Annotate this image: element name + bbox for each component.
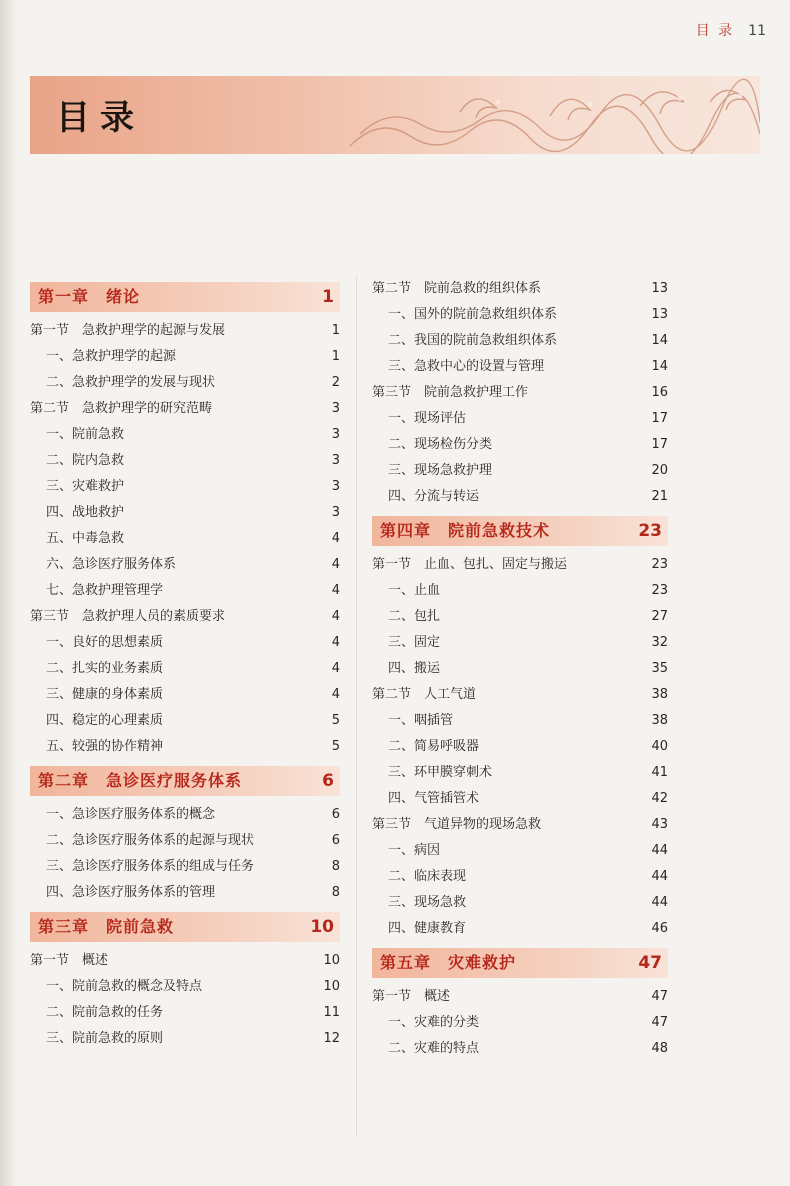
entry-page-number: 17 xyxy=(651,437,668,452)
toc-section-entry xyxy=(30,318,340,344)
entry-page-number: 16 xyxy=(651,385,668,400)
entry-page-number: 23 xyxy=(651,557,668,572)
entry-page-number: 41 xyxy=(651,765,668,780)
entry-title: 三、环甲膜穿刺术 xyxy=(388,765,493,780)
entry-page-number: 47 xyxy=(651,989,668,1004)
entry-page-number: 44 xyxy=(651,895,668,910)
entry-page-number: 42 xyxy=(651,791,668,806)
entry-page-number: 3 xyxy=(331,505,340,520)
entry-page-number: 8 xyxy=(331,885,340,900)
entry-page-number: 23 xyxy=(651,583,668,598)
entry-page-number: 4 xyxy=(331,583,340,598)
entry-title: 七、急救护理管理学 xyxy=(46,583,164,598)
toc-title: 目录 xyxy=(56,98,144,138)
entry-page-number: 48 xyxy=(651,1041,668,1056)
entry-page-number: 4 xyxy=(331,661,340,676)
entry-page-number: 4 xyxy=(331,557,340,572)
toc-item-entry xyxy=(30,682,340,708)
toc-item-entry xyxy=(30,344,340,370)
entry-title: 五、中毒急救 xyxy=(46,531,125,546)
toc-chapter-heading xyxy=(30,766,340,796)
toc-banner xyxy=(30,76,760,154)
entry-page-number: 4 xyxy=(331,635,340,650)
toc-section-entry xyxy=(30,948,340,974)
toc-item-entry xyxy=(30,578,340,604)
toc-item-entry xyxy=(30,552,340,578)
toc-item-entry xyxy=(372,786,668,812)
toc-section-entry xyxy=(372,276,668,302)
chapter-page-number: 6 xyxy=(322,771,334,791)
entry-title: 二、现场检伤分类 xyxy=(388,437,493,452)
toc-chapter-heading xyxy=(372,516,668,546)
entry-title: 第二节 院前急救的组织体系 xyxy=(372,281,542,296)
toc-item-entry xyxy=(30,708,340,734)
chapter-page-number: 23 xyxy=(638,521,662,541)
toc-item-entry xyxy=(372,838,668,864)
chapter-page-number: 10 xyxy=(310,917,334,937)
toc-item-entry xyxy=(30,370,340,396)
page-number: 11 xyxy=(748,23,766,39)
toc-item-entry xyxy=(372,1036,668,1062)
column-divider xyxy=(356,276,357,1136)
toc-item-entry xyxy=(372,578,668,604)
entry-page-number: 21 xyxy=(651,489,668,504)
entry-page-number: 6 xyxy=(331,807,340,822)
entry-title: 五、较强的协作精神 xyxy=(46,739,164,754)
toc-item-entry xyxy=(30,974,340,1000)
toc-item-entry xyxy=(30,656,340,682)
entry-title: 一、急诊医疗服务体系的概念 xyxy=(46,807,216,822)
entry-title: 四、战地救护 xyxy=(46,505,125,520)
entry-title: 二、急救护理学的发展与现状 xyxy=(46,375,216,390)
toc-section-entry xyxy=(30,604,340,630)
chapter-title: 第一章 绪论 xyxy=(38,287,141,306)
entry-title: 三、现场急救护理 xyxy=(388,463,493,478)
toc-item-entry xyxy=(372,1010,668,1036)
toc-item-entry xyxy=(30,802,340,828)
toc-item-entry xyxy=(372,630,668,656)
toc-section-entry xyxy=(372,682,668,708)
toc-section-entry xyxy=(30,396,340,422)
entry-title: 一、良好的思想素质 xyxy=(46,635,164,650)
toc-item-entry xyxy=(372,890,668,916)
entry-page-number: 13 xyxy=(651,307,668,322)
toc-item-entry xyxy=(372,406,668,432)
chapter-title: 第五章 灾难救护 xyxy=(380,953,517,972)
toc-item-entry xyxy=(372,916,668,942)
entry-title: 三、固定 xyxy=(388,635,441,650)
entry-page-number: 44 xyxy=(651,869,668,884)
entry-title: 二、包扎 xyxy=(388,609,441,624)
toc-item-entry xyxy=(372,864,668,890)
chapter-title: 第三章 院前急救 xyxy=(38,917,175,936)
entry-title: 三、急诊医疗服务体系的组成与任务 xyxy=(46,859,255,874)
entry-title: 四、搬运 xyxy=(388,661,441,676)
entry-page-number: 10 xyxy=(323,953,340,968)
entry-title: 三、现场急救 xyxy=(388,895,467,910)
entry-page-number: 5 xyxy=(331,739,340,754)
entry-title: 二、我国的院前急救组织体系 xyxy=(388,333,558,348)
entry-title: 三、院前急救的原则 xyxy=(46,1031,164,1046)
entry-page-number: 13 xyxy=(651,281,668,296)
entry-page-number: 10 xyxy=(323,979,340,994)
entry-title: 一、灾难的分类 xyxy=(388,1015,480,1030)
entry-title: 第一节 概述 xyxy=(30,953,109,968)
entry-title: 二、急诊医疗服务体系的起源与现状 xyxy=(46,833,255,848)
entry-title: 二、扎实的业务素质 xyxy=(46,661,164,676)
entry-page-number: 47 xyxy=(651,1015,668,1030)
entry-title: 一、急救护理学的起源 xyxy=(46,349,177,364)
entry-title: 四、急诊医疗服务体系的管理 xyxy=(46,885,216,900)
entry-title: 二、灾难的特点 xyxy=(388,1041,480,1056)
entry-title: 第二节 人工气道 xyxy=(372,687,477,702)
entry-page-number: 2 xyxy=(331,375,340,390)
toc-item-entry xyxy=(372,484,668,510)
wave-decoration-icon xyxy=(340,76,760,154)
entry-title: 三、急救中心的设置与管理 xyxy=(388,359,545,374)
entry-page-number: 4 xyxy=(331,687,340,702)
toc-chapter-heading xyxy=(372,948,668,978)
entry-title: 一、病因 xyxy=(388,843,441,858)
entry-page-number: 5 xyxy=(331,713,340,728)
entry-title: 三、灾难救护 xyxy=(46,479,125,494)
chapter-title: 第四章 院前急救技术 xyxy=(380,521,551,540)
entry-page-number: 3 xyxy=(331,427,340,442)
toc-chapter-heading xyxy=(30,282,340,312)
toc-item-entry xyxy=(30,474,340,500)
entry-page-number: 40 xyxy=(651,739,668,754)
chapter-page-number: 47 xyxy=(638,953,662,973)
toc-item-entry xyxy=(372,302,668,328)
toc-section-entry xyxy=(372,380,668,406)
entry-page-number: 8 xyxy=(331,859,340,874)
entry-title: 四、分流与转运 xyxy=(388,489,480,504)
entry-title: 二、院前急救的任务 xyxy=(46,1005,164,1020)
entry-title: 二、院内急救 xyxy=(46,453,125,468)
toc-item-entry xyxy=(372,458,668,484)
entry-page-number: 11 xyxy=(323,1005,340,1020)
entry-page-number: 14 xyxy=(651,359,668,374)
entry-page-number: 27 xyxy=(651,609,668,624)
toc-item-entry xyxy=(30,448,340,474)
entry-page-number: 20 xyxy=(651,463,668,478)
toc-item-entry xyxy=(372,734,668,760)
toc-item-entry xyxy=(30,1000,340,1026)
entry-title: 第三节 院前急救护理工作 xyxy=(372,385,529,400)
toc-item-entry xyxy=(372,760,668,786)
entry-page-number: 38 xyxy=(651,713,668,728)
toc-item-entry xyxy=(372,354,668,380)
toc-item-entry xyxy=(30,880,340,906)
entry-page-number: 12 xyxy=(323,1031,340,1046)
toc-section-entry xyxy=(372,552,668,578)
entry-title: 二、临床表现 xyxy=(388,869,467,884)
toc-item-entry xyxy=(372,432,668,458)
entry-page-number: 35 xyxy=(651,661,668,676)
toc-left-column xyxy=(30,276,340,1052)
entry-page-number: 32 xyxy=(651,635,668,650)
entry-title: 四、气管插管术 xyxy=(388,791,480,806)
entry-page-number: 44 xyxy=(651,843,668,858)
toc-item-entry xyxy=(30,1026,340,1052)
entry-title: 一、院前急救的概念及特点 xyxy=(46,979,203,994)
entry-title: 四、稳定的心理素质 xyxy=(46,713,164,728)
entry-title: 一、国外的院前急救组织体系 xyxy=(388,307,558,322)
toc-chapter-heading xyxy=(30,912,340,942)
toc-item-entry xyxy=(372,656,668,682)
running-header xyxy=(696,20,766,40)
toc-item-entry xyxy=(372,604,668,630)
entry-page-number: 4 xyxy=(331,531,340,546)
entry-page-number: 1 xyxy=(331,349,340,364)
entry-title: 第一节 急救护理学的起源与发展 xyxy=(30,323,226,338)
entry-page-number: 17 xyxy=(651,411,668,426)
entry-page-number: 4 xyxy=(331,609,340,624)
entry-title: 一、咽插管 xyxy=(388,713,454,728)
entry-title: 第二节 急救护理学的研究范畴 xyxy=(30,401,213,416)
entry-title: 第三节 气道异物的现场急救 xyxy=(372,817,542,832)
entry-title: 一、现场评估 xyxy=(388,411,467,426)
running-header-title: 目 录 xyxy=(695,23,735,39)
entry-title: 第一节 概述 xyxy=(372,989,451,1004)
entry-title: 一、止血 xyxy=(388,583,441,598)
entry-page-number: 6 xyxy=(331,833,340,848)
toc-item-entry xyxy=(372,328,668,354)
entry-page-number: 1 xyxy=(331,323,340,338)
entry-page-number: 43 xyxy=(651,817,668,832)
toc-item-entry xyxy=(372,708,668,734)
entry-title: 三、健康的身体素质 xyxy=(46,687,164,702)
entry-page-number: 14 xyxy=(651,333,668,348)
entry-title: 第一节 止血、包扎、固定与搬运 xyxy=(372,557,568,572)
entry-page-number: 38 xyxy=(651,687,668,702)
chapter-page-number: 1 xyxy=(322,287,334,307)
page-edge-shadow xyxy=(0,0,18,1186)
toc-item-entry xyxy=(30,500,340,526)
toc-item-entry xyxy=(30,828,340,854)
toc-item-entry xyxy=(30,422,340,448)
entry-page-number: 3 xyxy=(331,479,340,494)
toc-item-entry xyxy=(30,854,340,880)
toc-item-entry xyxy=(30,734,340,760)
chapter-title: 第二章 急诊医疗服务体系 xyxy=(38,771,243,790)
entry-page-number: 46 xyxy=(651,921,668,936)
entry-page-number: 3 xyxy=(331,453,340,468)
toc-section-entry xyxy=(372,812,668,838)
entry-title: 六、急诊医疗服务体系 xyxy=(46,557,177,572)
entry-title: 四、健康教育 xyxy=(388,921,467,936)
toc-section-entry xyxy=(372,984,668,1010)
entry-title: 二、简易呼吸器 xyxy=(388,739,480,754)
entry-page-number: 3 xyxy=(331,401,340,416)
toc-item-entry xyxy=(30,526,340,552)
toc-right-column xyxy=(372,276,668,1062)
entry-title: 第三节 急救护理人员的素质要求 xyxy=(30,609,226,624)
entry-title: 一、院前急救 xyxy=(46,427,125,442)
toc-item-entry xyxy=(30,630,340,656)
